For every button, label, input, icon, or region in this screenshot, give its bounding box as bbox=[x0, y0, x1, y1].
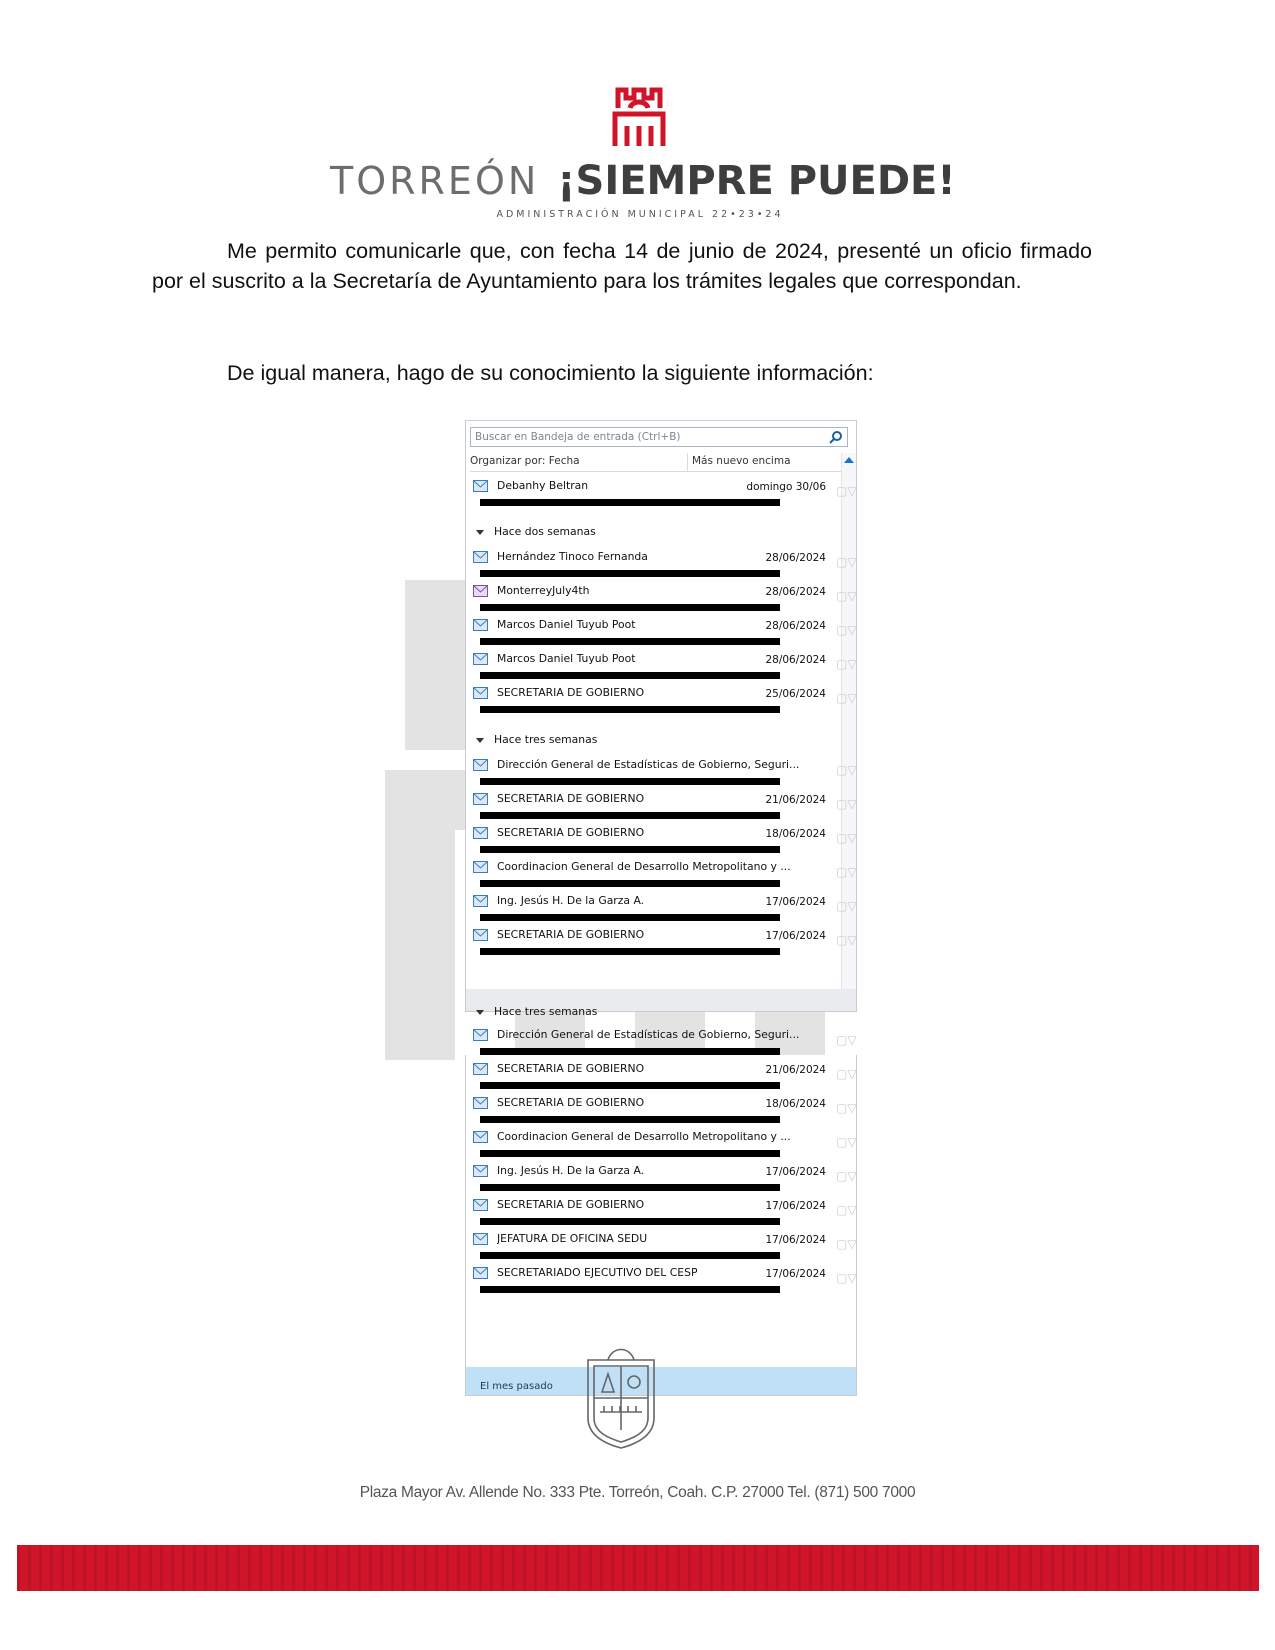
mail-date: 28/06/2024 bbox=[765, 620, 826, 632]
scroll-up-icon[interactable] bbox=[844, 457, 854, 463]
group-label: Hace dos semanas bbox=[494, 525, 596, 538]
mail-date: 18/06/2024 bbox=[765, 1098, 826, 1110]
flag-icon[interactable]: ▢▽ bbox=[836, 899, 857, 913]
city-name: TORREÓN bbox=[330, 159, 540, 203]
redaction-bar bbox=[480, 1286, 780, 1293]
mail-sender: Debanhy Beltran bbox=[497, 479, 589, 492]
mail-date: 17/06/2024 bbox=[765, 930, 826, 942]
envelope-icon bbox=[473, 551, 488, 563]
mail-sender: Dirección General de Estadísticas de Gobierno, Seguri... bbox=[497, 1028, 800, 1041]
mail-item[interactable] bbox=[470, 823, 857, 857]
mail-sender: Dirección General de Estadísticas de Gobierno, Seguri... bbox=[497, 758, 800, 771]
mail-sender: Hernández Tinoco Fernanda bbox=[497, 550, 648, 563]
decorative-pattern bbox=[17, 1545, 1259, 1591]
search-placeholder: Buscar en Bandeja de entrada (Ctrl+B) bbox=[475, 431, 681, 443]
mail-date: 21/06/2024 bbox=[765, 794, 826, 806]
redaction-bar bbox=[480, 778, 780, 785]
brand-wordmark bbox=[330, 158, 956, 208]
redaction-bar bbox=[480, 1048, 780, 1055]
flag-icon[interactable]: ▢▽ bbox=[836, 797, 857, 811]
order-label[interactable]: Más nuevo encima bbox=[692, 455, 791, 467]
envelope-icon bbox=[473, 1131, 488, 1143]
flag-icon[interactable]: ▢▽ bbox=[836, 1271, 857, 1285]
mail-sender: Ing. Jesús H. De la Garza A. bbox=[497, 1164, 645, 1177]
redaction-bar bbox=[480, 812, 780, 819]
redaction-bar bbox=[480, 638, 780, 645]
envelope-icon bbox=[473, 895, 488, 907]
mail-date: 17/06/2024 bbox=[765, 1200, 826, 1212]
mail-item[interactable] bbox=[470, 1229, 857, 1263]
mail-item[interactable] bbox=[470, 547, 857, 581]
redaction-bar bbox=[480, 706, 780, 713]
mail-date: 17/06/2024 bbox=[765, 1234, 826, 1246]
mail-sender: SECRETARIA DE GOBIERNO bbox=[497, 792, 645, 805]
mail-item[interactable] bbox=[470, 1093, 857, 1127]
mail-sender: SECRETARIA DE GOBIERNO bbox=[497, 928, 645, 941]
mail-date: 28/06/2024 bbox=[765, 552, 826, 564]
envelope-icon bbox=[473, 1097, 488, 1109]
redaction-bar bbox=[480, 1218, 780, 1225]
redaction-bar bbox=[480, 604, 780, 611]
group-label: Hace tres semanas bbox=[494, 733, 598, 746]
mail-sender: JEFATURA DE OFICINA SEDU bbox=[497, 1232, 648, 1245]
paragraph-2: De igual manera, hago de su conocimiento la siguiente información: bbox=[227, 361, 874, 385]
envelope-icon bbox=[473, 793, 488, 805]
envelope-icon bbox=[473, 480, 488, 492]
mail-sender: Ing. Jesús H. De la Garza A. bbox=[497, 894, 645, 907]
mail-list-screenshot-1 bbox=[465, 420, 857, 1012]
divider bbox=[687, 453, 688, 471]
flag-icon[interactable]: ▢▽ bbox=[836, 933, 857, 947]
envelope-icon bbox=[473, 619, 488, 631]
mail-item[interactable] bbox=[470, 476, 857, 510]
envelope-icon bbox=[473, 1233, 488, 1245]
mail-sender: SECRETARIA DE GOBIERNO bbox=[497, 1096, 645, 1109]
envelope-icon bbox=[473, 1267, 488, 1279]
redaction-bar bbox=[480, 914, 780, 921]
mail-sender: SECRETARIADO EJECUTIVO DEL CESP bbox=[497, 1266, 698, 1279]
envelope-icon bbox=[473, 1029, 488, 1041]
slogan: ¡SIEMPRE PUEDE! bbox=[557, 158, 956, 204]
mail-item[interactable] bbox=[470, 1195, 857, 1229]
mail-item[interactable] bbox=[470, 891, 857, 925]
envelope-icon bbox=[473, 585, 488, 597]
mail-sender: Marcos Daniel Tuyub Poot bbox=[497, 618, 636, 631]
mail-date: 17/06/2024 bbox=[765, 1166, 826, 1178]
mail-date: 28/06/2024 bbox=[765, 654, 826, 666]
mail-item[interactable] bbox=[470, 1161, 857, 1195]
redaction-bar bbox=[480, 1116, 780, 1123]
envelope-icon bbox=[473, 653, 488, 665]
redaction-bar bbox=[480, 672, 780, 679]
flag-icon[interactable]: ▢▽ bbox=[836, 763, 857, 777]
mail-item[interactable] bbox=[470, 581, 857, 615]
mail-item[interactable] bbox=[470, 789, 857, 823]
mail-item[interactable] bbox=[470, 1025, 857, 1059]
sort-bar[interactable] bbox=[470, 453, 848, 472]
mail-date: 17/06/2024 bbox=[765, 896, 826, 908]
envelope-icon bbox=[473, 687, 488, 699]
collapse-icon[interactable] bbox=[476, 530, 484, 535]
mail-item[interactable] bbox=[470, 1127, 857, 1161]
envelope-icon bbox=[473, 759, 488, 771]
mail-sender: Coordinacion General de Desarrollo Metropolitano y ... bbox=[497, 1130, 791, 1143]
mail-sender: SECRETARIA DE GOBIERNO bbox=[497, 1062, 645, 1075]
mail-date: 17/06/2024 bbox=[765, 1268, 826, 1280]
group-header[interactable] bbox=[476, 525, 596, 538]
search-input[interactable] bbox=[470, 427, 848, 447]
administration-label: ADMINISTRACIÓN MUNICIPAL 22•23•24 bbox=[496, 209, 784, 220]
mail-item[interactable] bbox=[470, 857, 857, 891]
mail-item[interactable] bbox=[470, 1263, 857, 1297]
redaction-bar bbox=[480, 1082, 780, 1089]
envelope-icon bbox=[473, 827, 488, 839]
footer-address: Plaza Mayor Av. Allende No. 333 Pte. Torreón, Coah. C.P. 27000 Tel. (871) 500 7000 bbox=[359, 1484, 916, 1501]
group-header[interactable] bbox=[476, 733, 597, 746]
flag-icon[interactable]: ▢▽ bbox=[836, 1067, 857, 1081]
flag-icon[interactable]: ▢▽ bbox=[836, 865, 857, 879]
redaction-bar bbox=[480, 570, 780, 577]
flag-icon[interactable]: ▢▽ bbox=[836, 589, 857, 603]
mail-item[interactable] bbox=[470, 683, 857, 717]
redaction-bar bbox=[480, 1252, 780, 1259]
flag-icon[interactable]: ▢▽ bbox=[836, 1237, 857, 1251]
flag-icon[interactable]: ▢▽ bbox=[836, 657, 857, 671]
mail-sender: SECRETARIA DE GOBIERNO bbox=[497, 826, 645, 839]
mail-date: 18/06/2024 bbox=[765, 828, 826, 840]
search-icon[interactable] bbox=[829, 430, 843, 444]
group-header[interactable] bbox=[476, 1005, 597, 1018]
envelope-icon bbox=[473, 1165, 488, 1177]
redaction-bar bbox=[480, 1150, 780, 1157]
mail-sender: Marcos Daniel Tuyub Poot bbox=[497, 652, 636, 665]
mail-date: 21/06/2024 bbox=[765, 1064, 826, 1076]
mail-item[interactable] bbox=[470, 925, 857, 959]
flag-icon[interactable]: ▢▽ bbox=[836, 1101, 857, 1115]
redaction-bar bbox=[480, 880, 780, 887]
flag-icon[interactable]: ▢▽ bbox=[836, 555, 857, 569]
envelope-icon bbox=[473, 929, 488, 941]
mail-item[interactable] bbox=[470, 649, 857, 683]
mail-date: 25/06/2024 bbox=[765, 688, 826, 700]
flag-icon[interactable]: ▢▽ bbox=[836, 484, 857, 498]
scrollbar[interactable] bbox=[841, 453, 856, 1005]
flag-icon[interactable]: ▢▽ bbox=[836, 691, 857, 705]
mail-sender: SECRETARIA DE GOBIERNO bbox=[497, 686, 645, 699]
flag-icon[interactable]: ▢▽ bbox=[836, 831, 857, 845]
redaction-bar bbox=[480, 1184, 780, 1191]
collapse-icon[interactable] bbox=[476, 1010, 484, 1015]
envelope-icon bbox=[473, 1063, 488, 1075]
redaction-bar bbox=[480, 948, 780, 955]
flag-icon[interactable]: ▢▽ bbox=[836, 1169, 857, 1183]
collapse-icon[interactable] bbox=[476, 738, 484, 743]
flag-icon[interactable]: ▢▽ bbox=[836, 1203, 857, 1217]
group-label: El mes pasado bbox=[480, 1381, 553, 1392]
flag-icon[interactable]: ▢▽ bbox=[836, 623, 857, 637]
mail-item[interactable] bbox=[470, 1059, 857, 1093]
group-label: Hace tres semanas bbox=[494, 1005, 598, 1018]
envelope-icon bbox=[473, 1199, 488, 1211]
footer-red-band bbox=[17, 1545, 1259, 1591]
mail-sender: MonterreyJuly4th bbox=[497, 584, 590, 597]
envelope-icon bbox=[473, 861, 488, 873]
redaction-bar bbox=[480, 499, 780, 506]
mail-item[interactable] bbox=[470, 755, 857, 789]
mail-date: 28/06/2024 bbox=[765, 586, 826, 598]
sort-label[interactable]: Organizar por: Fecha bbox=[470, 455, 580, 467]
mail-item[interactable] bbox=[470, 615, 857, 649]
mail-sender: Coordinacion General de Desarrollo Metropolitano y ... bbox=[497, 860, 791, 873]
coat-of-arms-icon bbox=[578, 1340, 664, 1450]
flag-icon[interactable]: ▢▽ bbox=[836, 1135, 857, 1149]
paragraph-1: Me permito comunicarle que, con fecha 14 de junio de 2024, presenté un oficio firmado por el suscrito a la Secretaría de Ayuntamiento para los trámites legales que correspondan. bbox=[152, 239, 1092, 293]
mail-sender: SECRETARIA DE GOBIERNO bbox=[497, 1198, 645, 1211]
torreon-logo-icon bbox=[610, 84, 668, 148]
mail-date: domingo 30/06 bbox=[746, 481, 826, 493]
redaction-bar bbox=[480, 846, 780, 853]
flag-icon[interactable]: ▢▽ bbox=[836, 1033, 857, 1047]
